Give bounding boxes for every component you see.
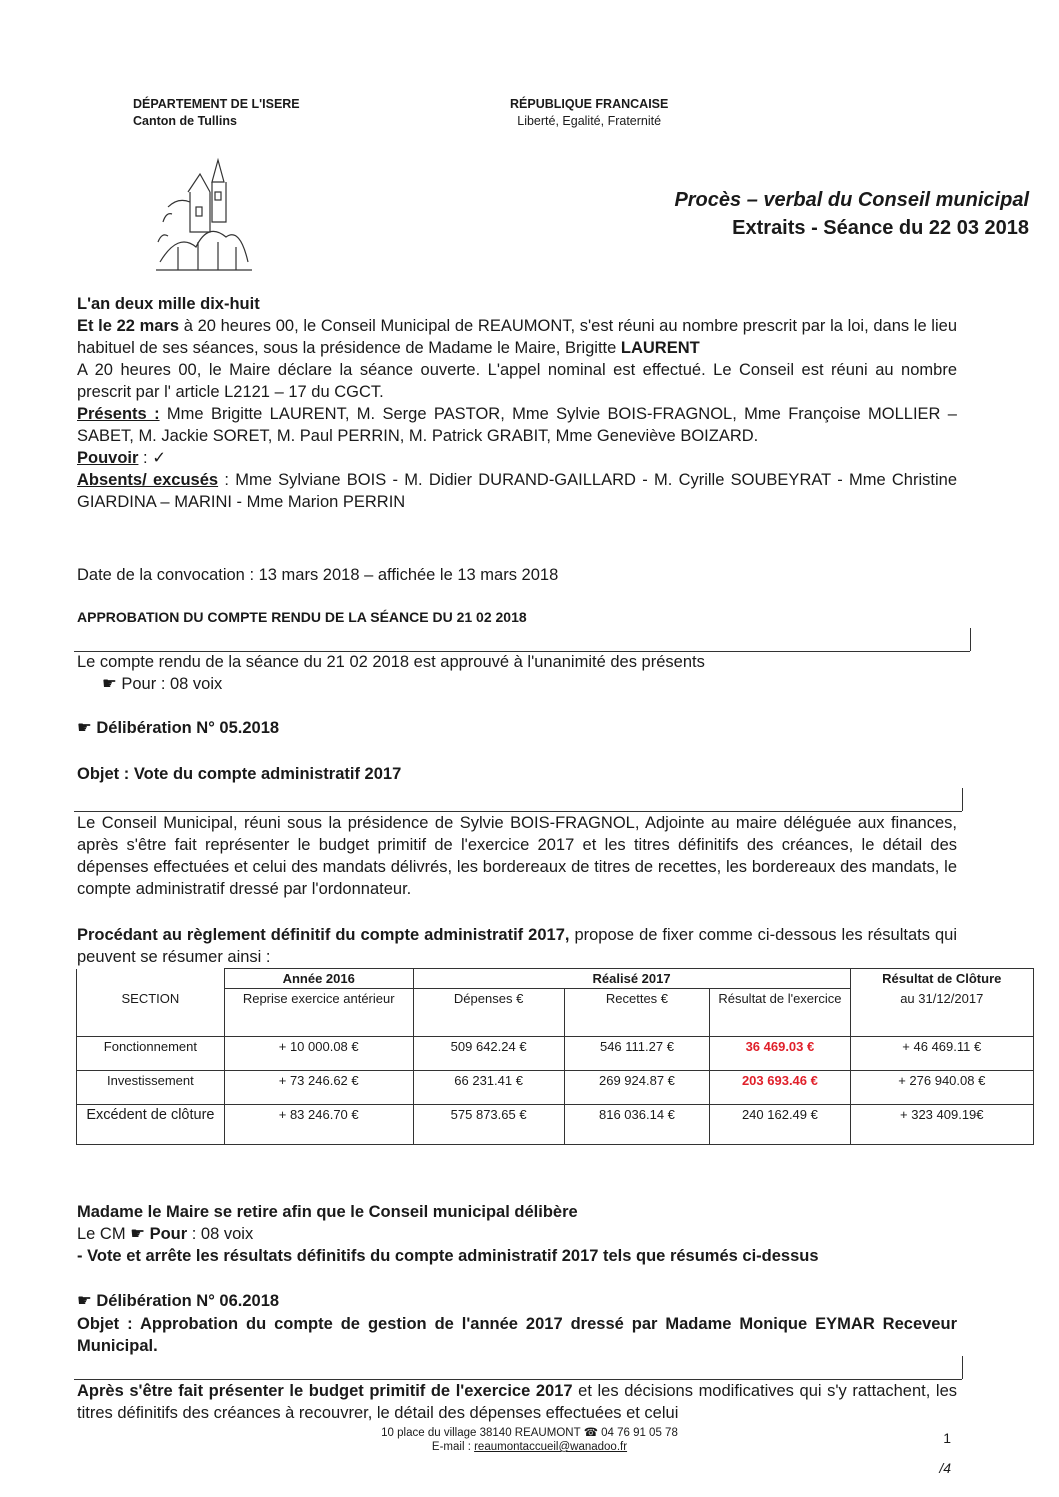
cm-pour: ☛ Pour <box>130 1225 188 1243</box>
reglement-text: propose de fixer comme ci-dessous les résultats qui peuvent se résumer ainsi : <box>77 926 957 966</box>
row-recettes: 546 111.27 € <box>564 1037 710 1071</box>
deliberation-06-objet: Objet : Approbation du compte de gestion de l'année 2017 dressé par Madame Monique EYMAR Receveur Municipal. <box>77 1315 957 1355</box>
results-table <box>76 968 1034 1145</box>
deliberation-05-paragraph2 <box>77 924 957 968</box>
village-church-logo <box>148 152 258 282</box>
table-header-realise: Réalisé 2017 <box>413 969 850 989</box>
deliberation-05-objet: Objet : Vote du compte administratif 2017 <box>77 765 402 783</box>
footer-email-link[interactable]: reaumontaccueil@wanadoo.fr <box>474 1441 628 1453</box>
presents-label: Présents : <box>77 405 160 423</box>
department-header <box>133 96 300 130</box>
table-row <box>77 1037 1034 1071</box>
table-header-reprise: Reprise exercice antérieur <box>224 989 413 1037</box>
budget-bold: Après s'être fait présenter le budget primitif de l'exercice 2017 <box>77 1382 573 1400</box>
row-cloture: + 276 940.08 € <box>850 1071 1033 1105</box>
footer-email-line <box>0 1440 1059 1454</box>
intro-text: à 20 heures 00, le Conseil Municipal de REAUMONT, s'est réuni au nombre prescrit par la loi, dans le lieu habituel de ses séances, sous la présidence de Madame le Maire, Brigitte <box>77 317 957 357</box>
table-header-row <box>77 969 1034 989</box>
table-subheader-row <box>77 989 1034 1037</box>
approbation-vote: ☛ Pour : 08 voix <box>102 675 223 693</box>
row-depenses: 575 873.65 € <box>413 1105 564 1145</box>
page-total: /4 <box>939 1460 951 1476</box>
row-section: Excédent de clôture <box>77 1105 225 1145</box>
row-reprise: + 10 000.08 € <box>224 1037 413 1071</box>
row-section: Fonctionnement <box>77 1037 225 1071</box>
intro-paragraph <box>77 315 957 359</box>
pouvoir-label: Pouvoir <box>77 449 139 467</box>
vote-arrete-line: - Vote et arrête les résultats définitifs du compte administratif 2017 tels que résumés ci-dessus <box>77 1247 819 1265</box>
canton-name: Canton de Tullins <box>133 114 237 128</box>
cm-vote-line <box>77 1223 957 1245</box>
divider-tick <box>970 628 971 651</box>
year-line: L'an deux mille dix-huit <box>77 295 260 313</box>
footer <box>0 1426 1059 1454</box>
table-header-date: au 31/12/2017 <box>850 989 1033 1037</box>
row-depenses: 509 642.24 € <box>413 1037 564 1071</box>
table-header-section: SECTION <box>77 989 225 1037</box>
approbation-text: Le compte rendu de la séance du 21 02 2018 est approuvé à l'unanimité des présents <box>77 653 705 671</box>
row-reprise: + 73 246.62 € <box>224 1071 413 1105</box>
document-title <box>674 186 1029 242</box>
intro-date: Et le 22 mars <box>77 317 180 335</box>
table-row <box>77 1105 1034 1145</box>
row-recettes: 816 036.14 € <box>564 1105 710 1145</box>
row-section: Investissement <box>77 1071 225 1105</box>
footer-email-label: E-mail : <box>431 1441 475 1453</box>
republic-name: RÉPUBLIQUE FRANCAISE <box>510 97 669 111</box>
table-header-resultat-exercice: Résultat de l'exercice <box>710 989 850 1037</box>
divider-tick <box>962 1356 963 1379</box>
table-header-recettes: Recettes € <box>564 989 710 1037</box>
row-recettes: 269 924.87 € <box>564 1071 710 1105</box>
intro-section <box>77 293 957 513</box>
row-reprise: + 83 246.70 € <box>224 1105 413 1145</box>
presents-list: Mme Brigitte LAURENT, M. Serge PASTOR, Mme Sylvie BOIS-FRAGNOL, Mme Françoise MOLLIER –SABET, M. Jackie SORET, M. Paul PERRIN, M. Patrick GRABIT, Mme Geneviève BOIZARD. <box>77 405 957 445</box>
republic-motto: Liberté, Egalité, Fraternité <box>517 114 662 128</box>
page-number: 1 <box>943 1430 951 1446</box>
pouvoir-line <box>77 447 957 469</box>
row-resultat: 240 162.49 € <box>710 1105 850 1145</box>
table-header-resultat: Résultat de Clôture <box>850 969 1033 989</box>
deliberation-06-number: ☛ Délibération N° 06.2018 <box>77 1292 280 1310</box>
row-cloture: + 323 409.19€ <box>850 1105 1033 1145</box>
deliberation-06-paragraph <box>77 1380 957 1424</box>
department-name: DÉPARTEMENT DE L'ISERE <box>133 97 300 111</box>
absents-list: : Mme Sylviane BOIS - M. Didier DURAND-GAILLARD - M. Cyrille SOUBEYRAT - Mme Christine GIARDINA – MARINI - Mme Marion PERRIN <box>77 471 957 511</box>
deliberation-05-paragraph: Le Conseil Municipal, réuni sous la présidence de Sylvie BOIS-FRAGNOL, Adjointe au maire déléguée aux finances, après s'être fait représenter le budget primitif de l'exercice 2017 et les titres définitifs des créances, le détail des dépenses effectuées et celui des mandats délivrés, les bordereaux de titres de recettes, les bordereaux des mandats, le compte administratif dressé par l'ordonnateur. <box>77 814 957 898</box>
budget-text: et les décisions modificatives qui s'y rattachent, les titres définitifs des créances à recouvrer, le détail des dépenses effectuées et celui <box>77 1382 958 1422</box>
republic-header <box>510 96 668 130</box>
convocation-date: Date de la convocation : 13 mars 2018 – affichée le 13 mars 2018 <box>77 566 559 584</box>
cm-label: Le CM <box>77 1225 131 1243</box>
row-resultat: 203 693.46 € <box>710 1071 850 1105</box>
footer-address: 10 place du village 38140 REAUMONT ☎ 04 76 91 05 78 <box>381 1427 678 1439</box>
table-header-depenses: Dépenses € <box>413 989 564 1037</box>
table-header-annee: Année 2016 <box>224 969 413 989</box>
mayor-name: LAURENT <box>620 339 700 357</box>
row-cloture: + 46 469.11 € <box>850 1037 1033 1071</box>
title-line1: Procès – verbal du Conseil municipal <box>674 189 1029 211</box>
opening-paragraph: A 20 heures 00, le Maire déclare la séance ouverte. L'appel nominal est effectué. Le Conseil est réuni au nombre prescrit par l' article L2121 – 17 du CGCT. <box>77 361 957 401</box>
pouvoir-value: : ✓ <box>138 449 167 467</box>
row-depenses: 66 231.41 € <box>413 1071 564 1105</box>
maire-retire-line: Madame le Maire se retire afin que le Conseil municipal délibère <box>77 1203 578 1221</box>
deliberation-05-number: ☛ Délibération N° 05.2018 <box>77 719 280 737</box>
reglement-bold: Procédant au règlement définitif du compte administratif 2017, <box>77 926 570 944</box>
table-row <box>77 1071 1034 1105</box>
absents-paragraph <box>77 469 957 513</box>
title-line2: Extraits - Séance du 22 03 2018 <box>732 217 1029 239</box>
cm-voix: : 08 voix <box>187 1225 254 1243</box>
presents-paragraph <box>77 403 957 447</box>
absents-label: Absents/ excusés <box>77 471 219 489</box>
row-resultat: 36 469.03 € <box>710 1037 850 1071</box>
approbation-heading: APPROBATION DU COMPTE RENDU DE LA SÉANCE DU 21 02 2018 <box>77 609 527 625</box>
table-header-empty <box>77 969 225 989</box>
divider-tick <box>962 788 963 811</box>
